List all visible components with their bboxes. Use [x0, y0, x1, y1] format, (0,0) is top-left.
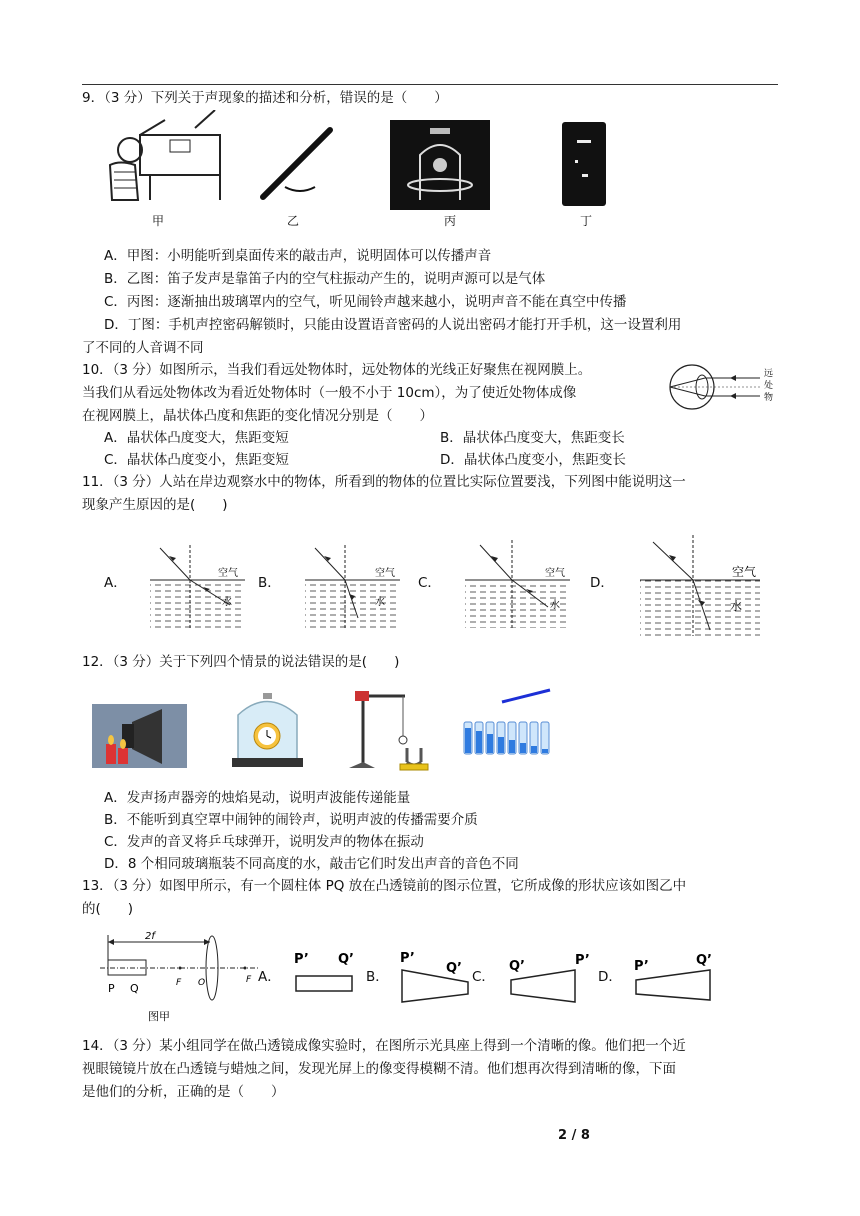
- header-rule: [82, 84, 778, 85]
- q11-figure-a: [145, 540, 250, 630]
- svg-text:Q’: Q’: [446, 961, 462, 976]
- svg-text:空气: 空气: [545, 568, 565, 579]
- svg-text:Q’: Q’: [509, 959, 525, 974]
- svg-text:P’: P’: [400, 951, 415, 966]
- q12-option-a: A．发声扬声器旁的烛焰晃动，说明声波能传递能量: [104, 790, 411, 806]
- svg-text:O: O: [198, 978, 206, 988]
- q10-option-d: D．晶状体凸度变小，焦距变长: [440, 452, 626, 468]
- q9-figure-ding: [560, 122, 610, 208]
- q12-figure-bell-jar: [230, 690, 305, 770]
- q10-stem-line1: 10．（3 分）如图所示，当我们看远处物体时，远处物体的光线正好聚焦在视网膜上。: [82, 362, 592, 378]
- q13-letter-a: A．: [258, 969, 281, 985]
- q12-option-c: C．发声的音叉将乒乓球弹开，说明发声的物体在振动: [104, 834, 424, 850]
- svg-text:P’: P’: [575, 953, 590, 968]
- svg-text:F: F: [246, 975, 252, 985]
- svg-text:Q: Q: [130, 982, 139, 995]
- q9-option-c: C．丙图：逐渐抽出玻璃罩内的空气，听见闹铃声越来越小，说明声音不能在真空中传播: [104, 294, 627, 310]
- q9-figure-jia: [100, 110, 230, 210]
- svg-text:F: F: [176, 978, 182, 988]
- svg-text:图甲: 图甲: [148, 1010, 170, 1023]
- q9-option-d: D．丁图：手机声控密码解锁时，只能由设置语音密码的人说出密码才能打开手机，这一设置利用: [104, 317, 682, 333]
- q11-figure-b: [300, 540, 405, 630]
- svg-text:空气: 空气: [218, 568, 238, 579]
- q9-option-d-cont: 了不同的人音调不同: [82, 340, 204, 356]
- q9-caption-jia: 甲: [152, 214, 165, 228]
- q12-stem: 12．（3 分）关于下列四个情景的说法错误的是( ): [82, 654, 400, 670]
- q13-stem-line2: 的( ): [82, 901, 134, 917]
- q12-figure-tuning-fork: [345, 688, 430, 772]
- svg-text:空气: 空气: [732, 565, 757, 579]
- svg-text:Q’: Q’: [696, 953, 712, 968]
- svg-text:水: 水: [222, 597, 232, 608]
- q10-stem-line2: 当我们从看远处物体改为看近处物体时（一般不小于 10cm），为了使近处物体成像: [82, 385, 577, 401]
- q14-stem-line1: 14．（3 分）某小组同学在做凸透镜成像实验时，在图所示光具座上得到一个清晰的像。他们把一个近: [82, 1038, 686, 1054]
- q11-figure-c: [460, 535, 575, 630]
- q10-stem-line3: 在视网膜上，晶状体凸度和焦距的变化情况分别是（ ）: [82, 408, 433, 424]
- q13-option-c-shape: [505, 950, 595, 1004]
- q11-stem-line2: 现象产生原因的是( ): [82, 497, 228, 513]
- q10-option-a: A．晶状体凸度变大，焦距变短: [104, 430, 289, 446]
- svg-text:Q’: Q’: [338, 952, 354, 967]
- q13-option-a-shape: [290, 948, 362, 998]
- q9-option-b: B．乙图：笛子发声是靠笛子内的空气柱振动产生的，说明声源可以是气体: [104, 271, 546, 287]
- q13-stem-line1: 13．（3 分）如图甲所示，有一个圆柱体 PQ 放在凸透镜前的图示位置，它所成像的形状应该如图乙中: [82, 878, 687, 894]
- q12-figure-speaker: [92, 704, 187, 768]
- svg-text:P’: P’: [294, 952, 309, 967]
- q12-figure-bottles: [462, 688, 557, 758]
- q13-letter-b: B．: [366, 969, 389, 985]
- q14-stem-line3: 是他们的分析，正确的是（ ）: [82, 1084, 285, 1100]
- svg-text:水: 水: [550, 600, 560, 611]
- q13-option-b-shape: [394, 950, 474, 1004]
- q9-figure-yi: [255, 125, 335, 205]
- svg-text:水: 水: [375, 597, 385, 608]
- q9-caption-bing: 丙: [444, 214, 457, 228]
- q11-stem-line1: 11．（3 分）人站在岸边观察水中的物体，所看到的物体的位置比实际位置要浅，下列图中能说明这一: [82, 474, 686, 490]
- q11-figure-d: [635, 530, 770, 638]
- q11-letter-d: D．: [590, 575, 614, 591]
- q9-caption-yi: 乙: [287, 214, 300, 228]
- q13-figure-jia: [100, 930, 260, 1025]
- q9-figure-bing: [390, 120, 490, 210]
- q12-option-b: B．不能听到真空罩中闹钟的闹铃声，说明声波的传播需要介质: [104, 812, 478, 828]
- page-number: 2 / 8: [558, 1128, 590, 1143]
- q11-letter-c: C．: [418, 575, 441, 591]
- q14-stem-line2: 视眼镜镜片放在凸透镜与蜡烛之间，发现光屏上的像变得模糊不清。他们想再次得到清晰的像，下面: [82, 1061, 676, 1077]
- q10-option-b: B．晶状体凸度变大，焦距变长: [440, 430, 625, 446]
- q9-caption-ding: 丁: [580, 214, 593, 228]
- q11-letter-a: A．: [104, 575, 127, 591]
- q10-figure-label: 远 处 物: [764, 369, 774, 403]
- q13-letter-d: D．: [598, 969, 622, 985]
- q9-stem: 9．（3 分）下列关于声现象的描述和分析，错误的是（ ）: [82, 90, 448, 106]
- q11-letter-b: B．: [258, 575, 281, 591]
- q13-option-d-shape: [630, 950, 720, 1004]
- svg-text:水: 水: [730, 599, 743, 613]
- q13-letter-c: C．: [472, 969, 495, 985]
- svg-text:P: P: [108, 982, 115, 995]
- svg-text:空气: 空气: [375, 568, 395, 579]
- svg-text:2f: 2f: [145, 931, 155, 942]
- q9-option-a: A．甲图：小明能听到桌面传来的敲击声，说明固体可以传播声音: [104, 248, 492, 264]
- q12-option-d: D．8 个相同玻璃瓶装不同高度的水，敲击它们时发出声音的音色不同: [104, 856, 519, 872]
- q10-eye-figure: [660, 362, 780, 412]
- svg-text:P’: P’: [634, 959, 649, 974]
- q10-option-c: C．晶状体凸度变小，焦距变短: [104, 452, 289, 468]
